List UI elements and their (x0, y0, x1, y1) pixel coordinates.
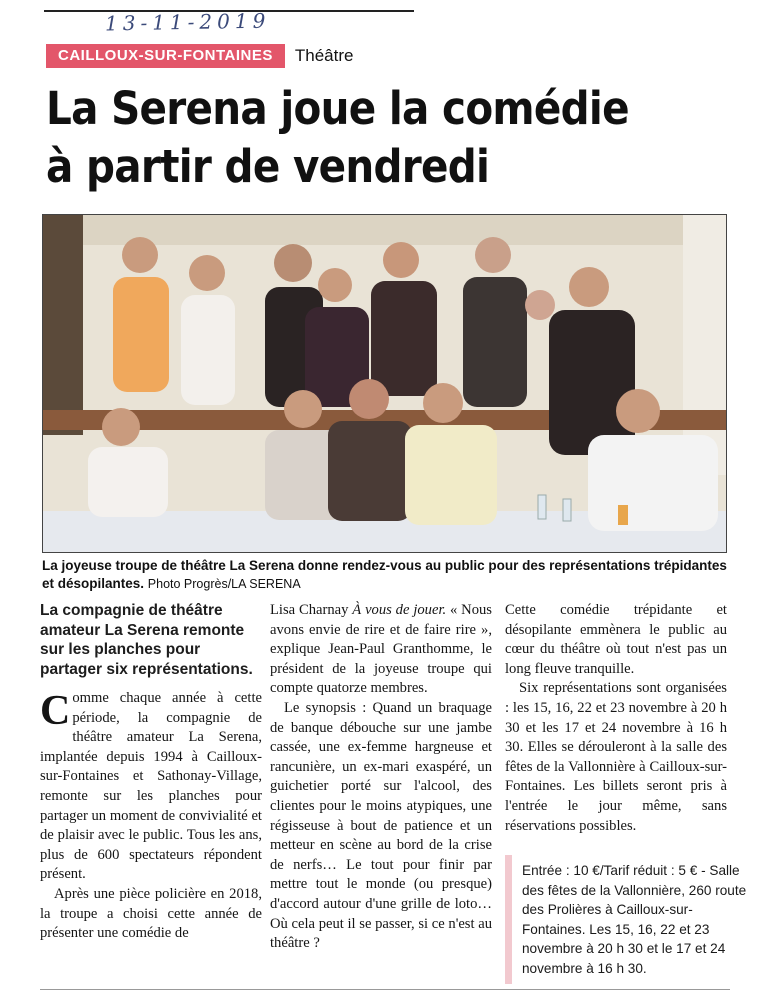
photo-credit: Photo Progrès/LA SERENA (147, 577, 301, 591)
article-lead: La compagnie de théâtre amateur La Serena remonte sur les planches pour partager six représentations. (40, 602, 253, 678)
caption-text: La joyeuse troupe de théâtre La Serena donne rendez-vous au public pour des représentations trépidantes et désopilantes. (42, 558, 727, 591)
section-label: Théâtre (294, 46, 354, 65)
bottom-rule (40, 989, 730, 990)
paragraph-intro-text: omme chaque année à cette période, la compagnie de théâtre amateur La Serena, implantée depuis 1994 à Cailloux-sur-Fontaines et Sathonay-Village, remonte sur les planches pour partager un moment de convivialité et de plaisir avec le public. Tous les ans, plus de 600 spectateurs répondent présent. (40, 690, 262, 883)
play-title: À vous de jouer. (352, 602, 447, 618)
paragraph-synopsis: Le synopsis : Quand un braquage de banque débouche sur une jambe cassée, une ex-femme hargneuse et rancunière, un ex-mari exaspéré, un guichetier porté sur l'alcool, des clientes pour le moins atypiques, une régisseuse à bout de patience et un metteur en scène au bord de la crise de nerfs… Le tout pour finir par mettre tout le monde (ou presque) d'accord autour d'une grille de loto… Où cela peut il se passer, si ce n'est au théâtre ? (270, 699, 492, 952)
troupe-photo-illustration (43, 215, 726, 552)
article-column-2 (270, 601, 492, 954)
quote-text: « Nous avons envie de rire et de faire rire », explique Jean-Paul Granthomme, le président de la joyeuse troupe qui compte quatorze membres. (270, 602, 492, 697)
locality-tag: CAILLOUX-SUR-FONTAINES (46, 44, 285, 68)
headline (46, 80, 676, 196)
paragraph-intro (40, 689, 262, 885)
article-column-3 (505, 601, 727, 836)
article-column-1 (40, 601, 262, 944)
paragraph-description: Cette comédie trépidante et désopilante emmènera le public au cœur du théâtre où tout n'est pas un long fleuve tranquille. (505, 602, 727, 677)
practical-info-box: Entrée : 10 €/Tarif réduit : 5 € - Salle des fêtes de la Vallonnière, 260 route des Prolières à Cailloux-sur-Fontaines. Les 15, 16, 22 et 23 novembre à 20 h 30 et le 17 et 24 novembre à 16 h 30. (505, 855, 748, 984)
paragraph-comedy: Après une pièce policière en 2018, la troupe a choisi cette année de présenter une comédie de (40, 885, 262, 942)
troupe-photo (42, 214, 727, 553)
handwritten-date: 13-11-2019 (104, 8, 271, 36)
headline-line-1: La Serena joue la comédie (46, 82, 629, 135)
photo-caption (42, 557, 732, 593)
headline-line-2: à partir de vendredi (46, 140, 490, 193)
author-name: Lisa Charnay (270, 602, 353, 618)
paragraph-schedule: Six représentations sont organisées : les 15, 16, 22 et 23 novembre à 20 h 30 et les 17 et 24 novembre à 16 h 30. Elles se dérouleront à la salle des fêtes de la Vallonnière à Cailloux-sur-Fontaines. Les billets seront pris à l'entrée le jour même, sans réservations possibles. (505, 680, 727, 834)
drop-cap: C (40, 688, 71, 734)
kicker (46, 44, 353, 68)
paragraph-quote (270, 601, 492, 699)
